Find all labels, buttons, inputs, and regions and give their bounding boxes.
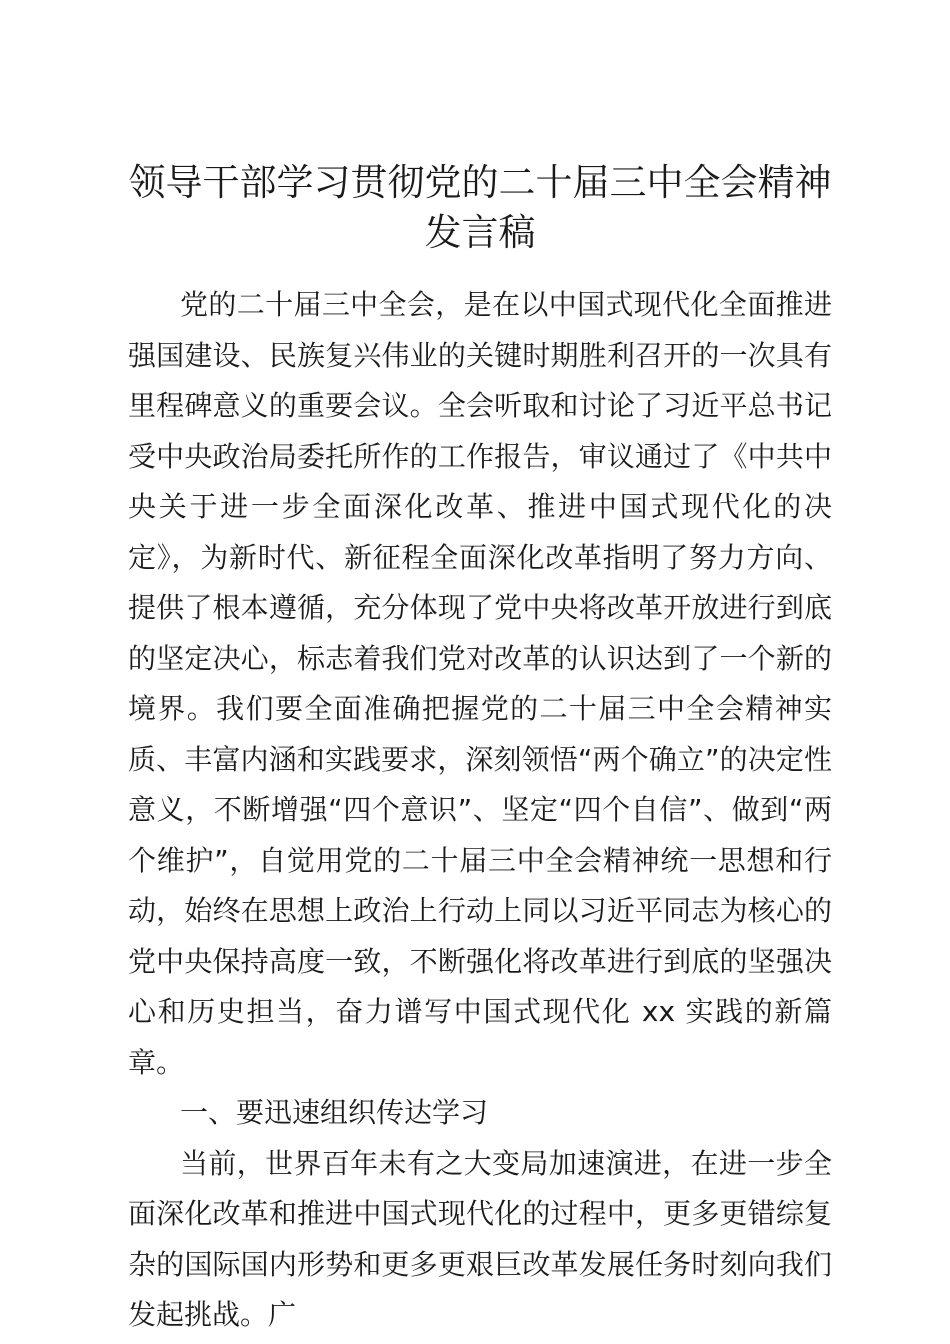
intro-paragraph: 党的二十届三中全会，是在以中国式现代化全面推进强国建设、民族复兴伟业的关键时期胜利召开的一次具有里程碑意义的重要会议。全会听取和讨论了习近平总书记受中央政治局委托所作的工作报告，审议通过了《中共中央关于进一步全面深化改革、推进中国式现代化的决定》，为新时代、新征程全面深化改革指明了努力方向、提供了根本遵循，充分体现了党中央将改革开放进行到底的坚定决心，标志着我们党对改革的认识达到了一个新的境界。我们要全面准确把握党的二十届三中全会精神实质、丰富内涵和实践要求，深刻领悟“两个确立”的决定性意义，不断增强“四个意识”、坚定“四个自信”、做到“两个维护”，自觉用党的二十届三中全会精神统一思想和行动，始终在思想上政治上行动上同以习近平同志为核心的党中央保持高度一致，不断强化将改革进行到底的坚强决心和历史担当，奋力谱写中国式现代化 xx 实践的新篇章。 bbox=[128, 288, 832, 1079]
section-paragraph: 当前，世界百年未有之大变局加速演进，在进一步全面深化改革和推进中国式现代化的过程中，更多更错综复杂的国际国内形势和更多更艰巨改革发展任务时刻向我们发起挑战。广 bbox=[128, 1146, 832, 1331]
document-body bbox=[128, 280, 832, 1341]
section-heading: 一、要迅速组织传达学习 bbox=[180, 1096, 489, 1129]
document-title: 领导干部学习贯彻党的二十届三中全会精神发言稿 bbox=[128, 161, 832, 254]
